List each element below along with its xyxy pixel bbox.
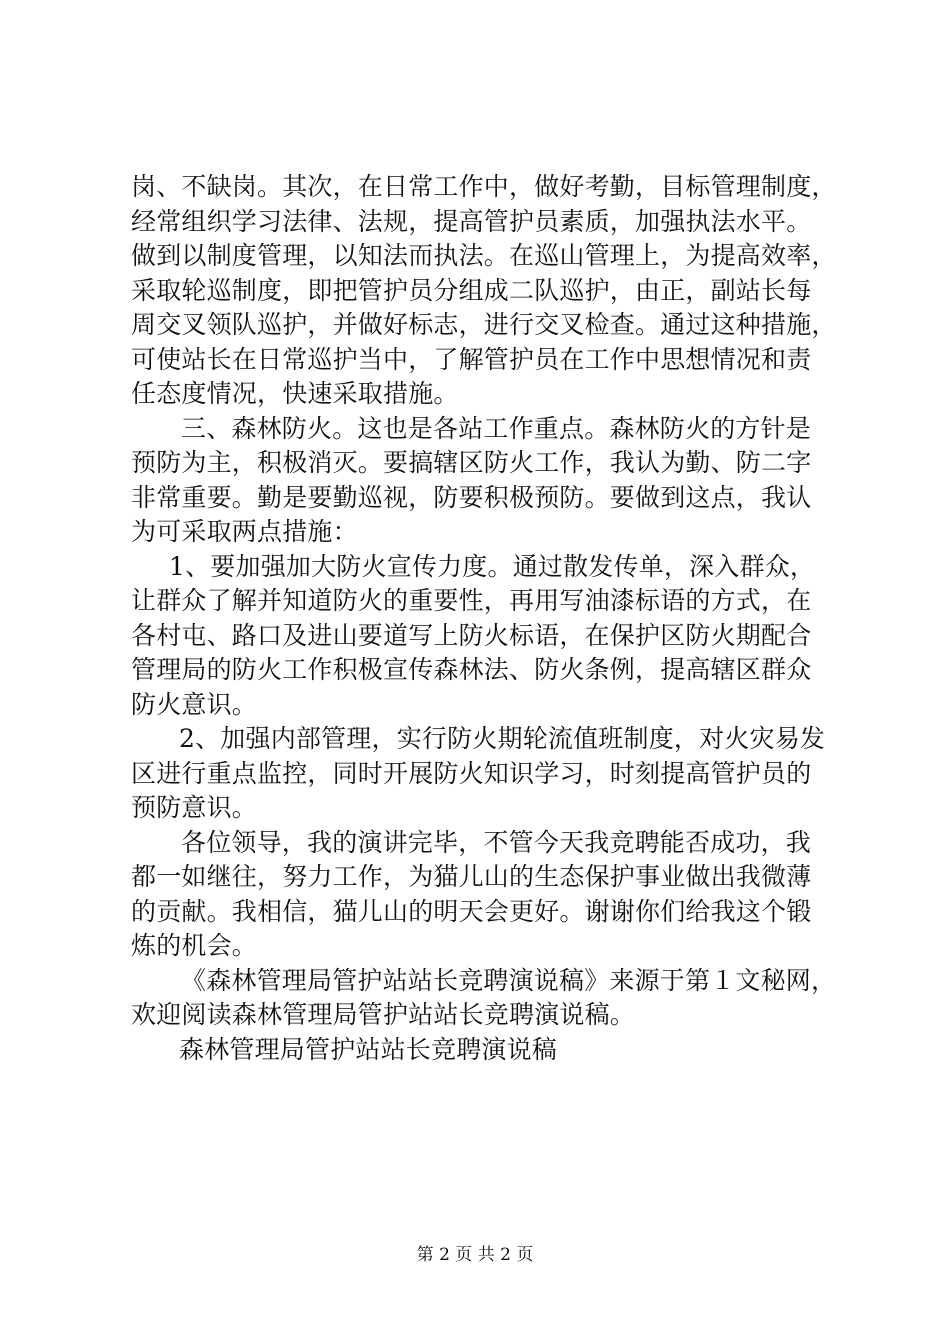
text-line: 任态度情况，快速采取措施。 <box>131 379 459 408</box>
text-line: 防火意识。 <box>131 689 258 719</box>
source-note-line: 欢迎阅读森林管理局管护站站长竞聘演说稿。 <box>131 1000 636 1029</box>
text-line: 为可采取两点措施： <box>131 517 358 546</box>
list-item-1-line: 1、要加强加大防火宣传力度。通过散发传单，深入群众， <box>169 551 816 581</box>
text-line: 让群众了解并知道防火的重要性，再用写油漆标语的方式，在 <box>131 586 812 615</box>
list-item-2-line: 2、加强内部管理，实行防火期轮流值班制度，对火灾易发 <box>179 724 826 753</box>
page-number: 第 2 页 共 2 页 <box>416 1245 534 1265</box>
paragraph-start-line: 各位领导，我的演讲完毕，不管今天我竞聘能否成功，我 <box>181 827 812 857</box>
text-line: 的贡献。我相信，猫儿山的明天会更好。谢谢你们给我这个锻 <box>131 896 812 926</box>
paragraph-start-line: 三、森林防火。这也是各站工作重点。森林防火的方针是 <box>181 413 812 443</box>
body-text <box>131 170 837 1067</box>
text-line: 炼的机会。 <box>131 931 258 960</box>
text-line: 经常组织学习法律、法规，提高管护员素质，加强执法水平。 <box>131 206 812 236</box>
source-note-line: 《森林管理局管护站站长竞聘演说稿》来源于第１文秘网， <box>181 965 837 995</box>
document-title-line: 森林管理局管护站站长竞聘演说稿 <box>179 1034 558 1064</box>
text-line: 管理局的防火工作积极宣传森林法、防火条例，提高辖区群众 <box>131 655 812 684</box>
text-line: 各村屯、路口及进山要道写上防火标语，在保护区防火期配合 <box>131 620 812 650</box>
text-line: 可使站长在日常巡护当中，了解管护员在工作中思想情况和责 <box>131 344 812 374</box>
text-line: 都一如继往，努力工作，为猫儿山的生态保护事业做出我微薄 <box>131 862 812 891</box>
text-line: 岗、不缺岗。其次，在日常工作中，做好考勤，目标管理制度， <box>131 172 837 201</box>
text-line: 预防为主，积极消灭。要搞辖区防火工作，我认为勤、防二字 <box>131 448 812 477</box>
page-footer <box>0 1244 950 1266</box>
text-line: 非常重要。勤是要勤巡视，防要积极预防。要做到这点，我认 <box>131 482 812 512</box>
text-line: 区进行重点监控，同时开展防火知识学习，时刻提高管护员的 <box>131 758 812 788</box>
text-line: 预防意识。 <box>131 793 258 822</box>
text-line: 做到以制度管理，以知法而执法。在巡山管理上，为提高效率， <box>131 241 837 270</box>
text-line: 周交叉领队巡护，并做好标志，进行交叉检查。通过这种措施， <box>131 310 837 339</box>
text-line: 采取轮巡制度，即把管护员分组成二队巡护，由正，副站长每 <box>131 275 812 305</box>
